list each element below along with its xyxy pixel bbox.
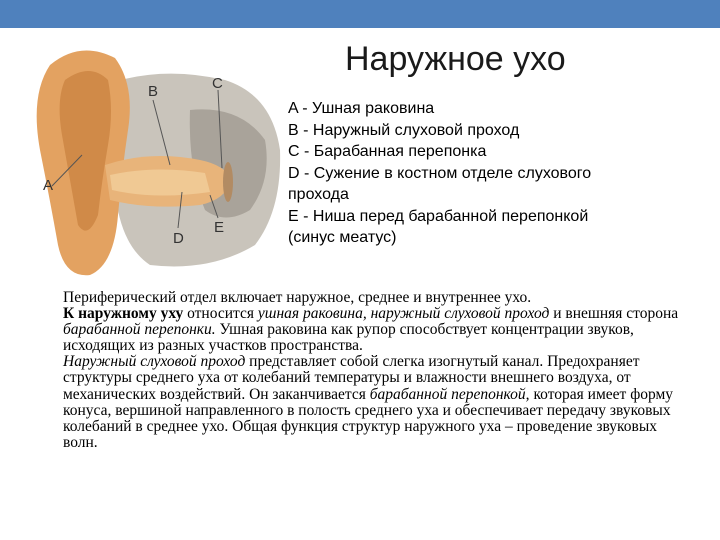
paragraph-1-text: Периферический отдел включает наружное, среднее и внутреннее ухо. <box>63 289 532 306</box>
text-run: относится <box>183 305 258 323</box>
body-text <box>25 290 690 451</box>
text-run: Ушная раковина как рупор способствует концентрации звуков, исходящих из разных участков пространства. <box>63 321 634 355</box>
text-run: представляет собой слегка изогнутый канал. Предохраняет структуры среднего уха от колебаний температуры и влажности внешнего воздуха, от механических воздействий. Он заканчивается <box>63 353 640 403</box>
label-c: C <box>212 75 223 92</box>
ear-canal-lumen-shape <box>110 169 210 195</box>
eardrum-shape <box>223 162 233 202</box>
legend-line: B - Наружный слуховой проход <box>288 121 520 139</box>
paragraph-1 <box>25 290 690 306</box>
italic-term: ушная раковина, наружный слуховой проход <box>257 305 550 323</box>
figure-legend <box>288 98 713 249</box>
slide-title: Наружное ухо <box>345 40 566 78</box>
top-accent-bar <box>0 0 720 28</box>
text-run: которая имеет форму конуса, вершиной направленного в полость среднего уха и обеспечивает передачу звуковых колебаний в среднее ухо. Общая функция структур наружного уха – проведение звуковых волн. <box>63 385 674 451</box>
legend-line: A - Ушная раковина <box>288 100 435 117</box>
italic-term: барабанной перепонки. <box>63 321 216 339</box>
legend-line: E - Ниша перед барабанной перепонкой <box>288 207 589 225</box>
italic-term: барабанной перепонкой, <box>369 385 530 403</box>
legend-line: D - Сужение в костном отделе слухового <box>288 164 592 182</box>
label-b: B <box>148 83 159 100</box>
legend-line: (синус меатус) <box>288 229 397 246</box>
legend-line: прохода <box>288 186 349 203</box>
label-a: A <box>43 177 54 194</box>
label-e: E <box>214 219 225 236</box>
italic-term: Наружный слуховой проход <box>63 353 246 371</box>
paragraph-3 <box>25 354 690 451</box>
label-d: D <box>173 230 184 247</box>
text-run: и внешняя сторона <box>549 305 679 323</box>
legend-line: C - Барабанная перепонка <box>288 143 487 160</box>
paragraph-2 <box>25 306 690 354</box>
ear-anatomy-illustration <box>10 40 285 280</box>
bold-term: К наружному уху <box>63 305 184 323</box>
